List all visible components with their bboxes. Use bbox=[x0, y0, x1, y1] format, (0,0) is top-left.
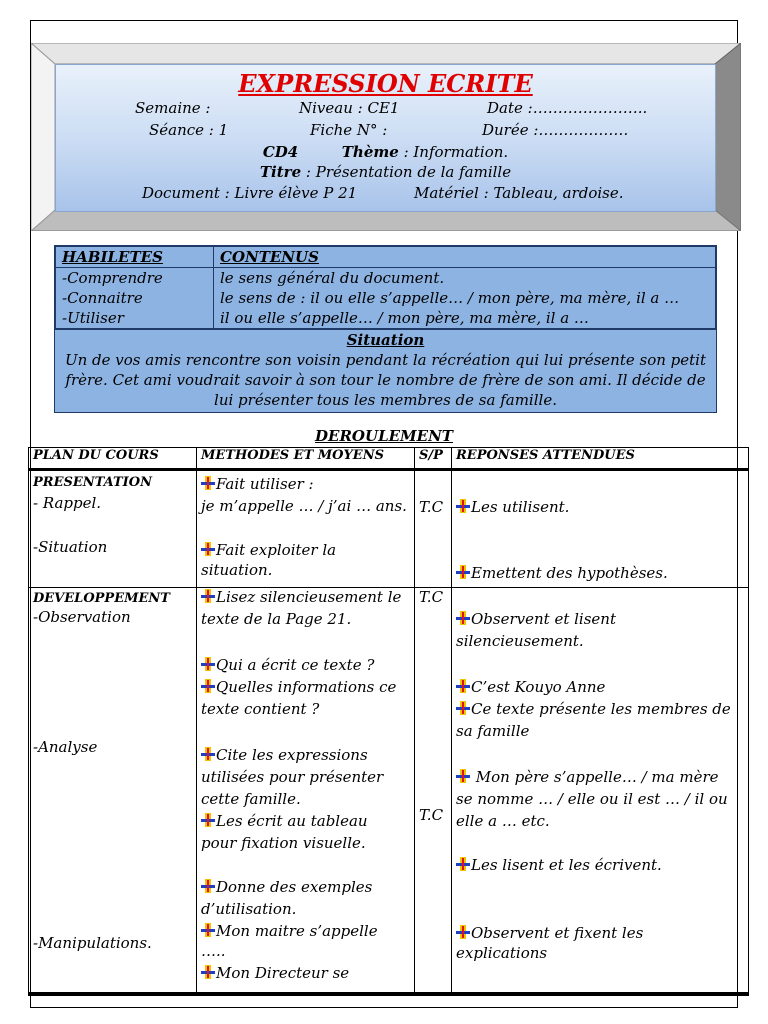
methode-item: cette famille. bbox=[201, 790, 301, 808]
methode-item: je m’appelle … / j’ai … ans. bbox=[201, 497, 407, 515]
contenu-item: il ou elle s’appelle… / mon père, ma mère, il a … bbox=[220, 309, 589, 327]
cd-label: CD4 bbox=[262, 143, 299, 161]
reponses-header: REPONSES ATTENDUES bbox=[452, 448, 749, 470]
reponse-item: silencieusement. bbox=[456, 632, 584, 650]
methode-item: Lisez silencieusement le bbox=[216, 588, 402, 606]
methode-item: Quelles informations ce bbox=[216, 678, 397, 696]
methode-item: Cite les expressions bbox=[216, 746, 368, 764]
reponse-item: Ce texte présente les membres de bbox=[471, 700, 731, 718]
methode-item: situation. bbox=[201, 561, 273, 579]
table-bottom-rule bbox=[28, 993, 749, 996]
bullet-icon bbox=[201, 813, 215, 827]
bullet-icon bbox=[456, 925, 470, 939]
theme-label: Thème bbox=[341, 143, 399, 161]
methodes-header: METHODES ET MOYENS bbox=[197, 448, 415, 470]
plan-developpement: DEVELOPPEMENT bbox=[33, 591, 170, 606]
bullet-icon bbox=[456, 499, 470, 513]
situation-block bbox=[55, 329, 716, 412]
methode-item: ….. bbox=[201, 942, 226, 960]
methode-item: pour fixation visuelle. bbox=[201, 834, 366, 852]
reponse-item: Les lisent et les écrivent. bbox=[471, 856, 662, 874]
plan-cell bbox=[29, 470, 197, 993]
habilete-item: -Connaitre bbox=[62, 289, 143, 307]
titre-label: Titre bbox=[259, 163, 302, 181]
reponse-item: Mon père s’appelle… / ma mère bbox=[471, 768, 719, 786]
habilete-item: -Comprendre bbox=[62, 269, 163, 287]
plan-observation: -Observation bbox=[33, 608, 131, 626]
situation-title: Situation bbox=[346, 331, 425, 349]
bullet-icon bbox=[201, 879, 215, 893]
methodes-cell bbox=[197, 470, 415, 993]
sp-cell bbox=[415, 470, 452, 993]
plan-situation: -Situation bbox=[33, 538, 108, 556]
semaine-label: Semaine : bbox=[135, 99, 211, 117]
deroulement-table bbox=[28, 447, 749, 993]
plan-presentation: PRESENTATION bbox=[33, 475, 152, 490]
methode-item: utilisées pour présenter bbox=[201, 768, 384, 786]
reponse-item: elle a … etc. bbox=[456, 812, 550, 830]
titre-line bbox=[56, 163, 715, 181]
theme-value: : Information. bbox=[398, 143, 509, 161]
contenu-item: le sens général du document. bbox=[220, 269, 445, 287]
sp-header: S/P bbox=[415, 448, 452, 470]
bullet-icon bbox=[456, 857, 470, 871]
duree-label: Durée :……………… bbox=[482, 121, 629, 139]
bullet-icon bbox=[456, 611, 470, 625]
bullet-icon bbox=[201, 589, 215, 603]
methode-item: Donne des exemples bbox=[216, 878, 373, 896]
methode-item: texte contient ? bbox=[201, 700, 320, 718]
sp-value: T.C bbox=[419, 498, 444, 516]
deroulement-title: DEROULEMENT bbox=[315, 427, 453, 445]
plan-rappel: - Rappel. bbox=[33, 494, 102, 512]
contenus-header: CONTENUS bbox=[214, 247, 716, 268]
document-label: Document : Livre élève P 21 bbox=[142, 184, 358, 202]
plan-manipulations: -Manipulations. bbox=[33, 934, 152, 952]
reponse-item: C’est Kouyo Anne bbox=[471, 678, 606, 696]
methode-item: Mon maitre s’appelle bbox=[216, 922, 378, 940]
methode-item: d’utilisation. bbox=[201, 900, 297, 918]
reponse-item: sa famille bbox=[456, 722, 530, 740]
methode-item: Les écrit au tableau bbox=[216, 812, 368, 830]
bullet-icon bbox=[456, 565, 470, 579]
methode-item: Fait utiliser : bbox=[216, 475, 314, 493]
methode-item: Qui a écrit ce texte ? bbox=[216, 656, 375, 674]
methode-item: Mon Directeur se bbox=[216, 964, 350, 982]
bullet-icon bbox=[201, 657, 215, 671]
bullet-icon bbox=[456, 679, 470, 693]
page-title: EXPRESSION ECRITE bbox=[238, 69, 533, 98]
reponse-item: Observent et lisent bbox=[471, 610, 616, 628]
habiletes-table bbox=[54, 245, 717, 413]
plan-analyse: -Analyse bbox=[33, 738, 98, 756]
bullet-icon bbox=[201, 542, 215, 556]
niveau-label: Niveau : CE1 bbox=[299, 99, 400, 117]
titre-value: : Présentation de la famille bbox=[301, 163, 512, 181]
fiche-label: Fiche N° : bbox=[310, 121, 388, 139]
materiel-label: Matériel : Tableau, ardoise. bbox=[414, 184, 624, 202]
situation-text: Un de vos amis rencontre son voisin pendant la récréation qui lui présente son petit frère. Cet ami voudrait savoir à son tour le nombre de frère de son ami. Il décide de lui présenter tous les membres de sa famille. bbox=[64, 351, 706, 409]
reponse-item: explications bbox=[456, 944, 548, 962]
contenu-item: le sens de : il ou elle s’appelle… / mon père, ma mère, il a … bbox=[220, 289, 680, 307]
reponse-item: se nomme … / elle ou il est … / il ou bbox=[456, 790, 728, 808]
methode-item: Fait exploiter la bbox=[216, 541, 337, 559]
habiletes-cell bbox=[56, 268, 214, 329]
reponse-item: Les utilisent. bbox=[471, 498, 570, 516]
plan-header: PLAN DU COURS bbox=[29, 448, 197, 470]
bullet-icon bbox=[201, 747, 215, 761]
habiletes-header: HABILETES bbox=[56, 247, 214, 268]
reponse-item: Emettent des hypothèses. bbox=[471, 564, 668, 582]
date-label: Date :………………….. bbox=[487, 99, 648, 117]
reponse-item: Observent et fixent les bbox=[471, 924, 644, 942]
bullet-icon bbox=[456, 769, 470, 783]
bullet-icon bbox=[201, 923, 215, 937]
sp-value: T.C bbox=[419, 588, 444, 606]
habilete-item: -Utiliser bbox=[62, 309, 124, 327]
bullet-icon bbox=[201, 476, 215, 490]
reponses-cell bbox=[452, 470, 749, 993]
bullet-icon bbox=[201, 679, 215, 693]
sp-value: T.C bbox=[419, 806, 444, 824]
seance-label: Séance : 1 bbox=[149, 121, 229, 139]
bullet-icon bbox=[456, 701, 470, 715]
bullet-icon bbox=[201, 965, 215, 979]
cd-theme-line bbox=[56, 143, 715, 161]
methode-item: texte de la Page 21. bbox=[201, 610, 352, 628]
contenus-cell bbox=[214, 268, 716, 329]
header-panel bbox=[55, 64, 716, 212]
